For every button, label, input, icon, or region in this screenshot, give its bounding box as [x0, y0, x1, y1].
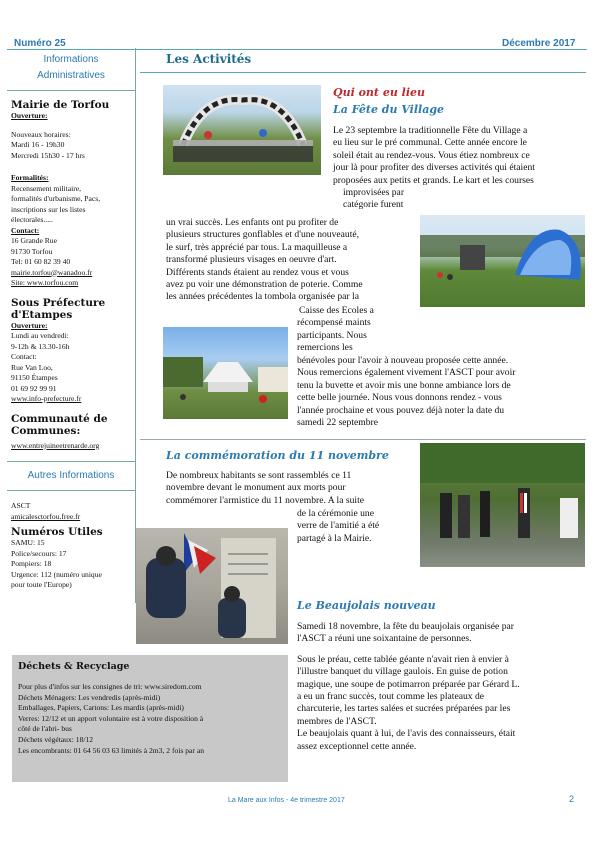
prefecture-line: 9-12h & 13.30-16h [11, 341, 70, 351]
text-line: l'illustre banquet du village gaulois. En guise de potion [297, 666, 508, 678]
text-line: Caisse des Ecoles a [299, 305, 374, 316]
prefecture-ouverture-label: Ouverture: [11, 320, 48, 330]
text-line: De nombreux habitants se sont rassemblés ce 11 [166, 470, 352, 481]
info-title-1: Informations [43, 54, 99, 65]
formalites-label: Formalités: [11, 173, 49, 182]
text-line: magique, une soupe de potimarron préparée par Gérard L. [297, 678, 520, 690]
formalites-line: Recensement militaire, [11, 183, 82, 193]
text-line: novembre devant le monument aux morts pour [166, 482, 346, 494]
photo-inflatable [420, 215, 585, 307]
text-line: tenu la buvette et avoir mis une bonne ambiance lors de [297, 379, 511, 391]
photo-inflatable-art [420, 215, 585, 307]
fete-paragraph-2 [166, 217, 416, 304]
formalites-line: électorales..... [11, 215, 53, 224]
dechets-box [12, 655, 288, 782]
text-line: Sous le préau, cette tablée géante n'avait rien à envier à [297, 653, 509, 665]
asct-label: ASCT [11, 501, 31, 510]
photo-ceremony-art [420, 443, 585, 567]
text-line: Pour plus d'infos sur les consignes de tri: www.siredom.com [18, 682, 202, 691]
photo-tents-art [163, 327, 288, 419]
fete-paragraph-3 [297, 305, 437, 355]
dechets-title: Déchets & Recyclage [18, 661, 130, 672]
text-line: participants. Nous [297, 329, 367, 341]
commemoration-paragraph-2 [297, 508, 417, 545]
text-line: de la cérémonie une [297, 508, 374, 519]
info-title-2: Administratives [37, 70, 105, 81]
text-line: commémorer l'armistice du 11 novembre. A la suite [166, 494, 364, 506]
text-line: a eu un franc succès, tout comme les plateaux de [297, 691, 485, 703]
asct-site-link[interactable]: amicalesctorfou.free.fr [11, 511, 81, 521]
text-line: Nous remercions également vivement l'ASCT pour avoir [297, 367, 516, 379]
text-line: soleil était au rendez-vous. Vous étiez nombreux ce [333, 149, 530, 161]
mairie-line: Mercredi 15h30 - 17 hrs [11, 150, 85, 160]
fete-title: La Fête du Village [333, 103, 445, 116]
mairie-title: Mairie de Torfou [11, 99, 110, 111]
text-line: l'année prochaine et vous pouvez déjà noter la date du [297, 404, 505, 416]
text-line: membres de l'ASCT. [297, 715, 377, 727]
beaujolais-paragraph [297, 621, 587, 753]
contact-label: Contact: [11, 225, 40, 235]
numero-line: Police/secours: 17 [11, 548, 67, 558]
main-title-rule [140, 72, 586, 73]
photo-ceremony [420, 443, 585, 567]
mairie-line: Nouveaux horaires: [11, 129, 71, 139]
issue-date: Décembre 2017 [502, 38, 576, 49]
prefecture-line: 91150 Étampes [11, 373, 58, 382]
text-line: transformé plusieurs visages en oeuvre d'art. [166, 254, 337, 266]
fete-paragraph-4 [297, 355, 587, 429]
divider [7, 461, 135, 462]
text-line: Le beaujolais quant à lui, de l'avis des connaisseurs, était [297, 728, 516, 740]
mairie-line: Mardi 16 - 19h30 [11, 140, 65, 149]
communaute-title: Communauté de [11, 412, 108, 425]
text-line: le surf, très apprécié par tous. La maquilleuse a [166, 241, 348, 253]
prefecture-line: Rue Van Loo, [11, 362, 53, 372]
text-line: plusieurs structures gonflables et d'une nouveauté, [166, 229, 360, 241]
issue-number: Numéro 25 [14, 38, 66, 49]
text-line: remercions les [297, 342, 353, 354]
prefecture-line: Lundi au vendredi: [11, 331, 69, 340]
communaute-title-2: Communes: [11, 424, 81, 437]
mairie-email-link[interactable]: mairie.torfou@wanadoo.fr [11, 267, 93, 277]
text-line: Différents stands étaient au rendez vous et vous [166, 266, 349, 278]
text-line: récompensé maints [297, 317, 371, 329]
sidebar [7, 48, 136, 603]
text-line: Emballages, Papiers, Cartons: Les mardis (après-midi) [18, 703, 184, 713]
fete-paragraph-1 [333, 125, 581, 212]
communaute-site-link[interactable]: www.entrejuineetrenarde.org [11, 440, 100, 450]
numeros-title: Numéros Utiles [11, 526, 103, 538]
page-number: 2 [569, 794, 575, 804]
commemoration-paragraph-1 [166, 470, 416, 507]
photo-kart-track [163, 85, 321, 175]
text-line: improvisées par [343, 187, 405, 199]
beaujolais-title: Le Beaujolais nouveau [297, 599, 436, 612]
photo-tents [163, 327, 288, 419]
divider [7, 490, 135, 491]
numero-line: Urgence: 112 (numéro unique [11, 569, 102, 579]
formalites-line: formalités d'urbanisme, Pacs, [11, 194, 101, 203]
photo-monument [136, 528, 288, 644]
text-line: catégorie furent [343, 199, 404, 211]
autres-title: Autres Informations [27, 470, 115, 481]
text-line: l'ASCT a réuni une soixantaine de personnes. [297, 633, 472, 645]
text-line: un vrai succès. Les enfants ont pu profiter de [166, 217, 339, 228]
numero-line: Pompiers: 18 [11, 559, 52, 568]
prefecture-line: 01 69 92 99 91 [11, 383, 57, 393]
mairie-ouverture-label: Ouverture: [11, 111, 48, 120]
commemoration-title: La commémoration du 11 novembre [166, 449, 389, 462]
prefecture-line: Contact: [11, 352, 37, 361]
qui-title: Qui ont eu lieu [333, 86, 426, 99]
photo-monument-art [136, 528, 288, 644]
text-line: bénévoles pour l'avoir à nouveau proposée cette année. [297, 355, 509, 366]
text-line: Déchets Ménagers: Les vendredis (après-midi) [18, 692, 161, 702]
main-title: Les Activités [166, 52, 252, 66]
text-line: charcuterie, les tartes salées et sucrées préparées par les [297, 703, 511, 715]
prefecture-site-link[interactable]: www.info-prefecture.fr [11, 394, 82, 403]
numero-line: pour toute l'Europe) [11, 580, 72, 589]
contact-line: Tel: 01 60 82 39 40 [11, 257, 71, 266]
text-line: Verres: 12/12 et un apport volontaire est à votre disposition à [18, 713, 204, 723]
footer-title: La Mare aux Infos - 4e trimestre 2017 [228, 797, 345, 804]
text-line: eu lieu sur le pré communal. Cette année encore le [333, 137, 527, 149]
numero-line: SAMU: 15 [11, 538, 45, 547]
section-divider [140, 439, 586, 440]
prefecture-title-2: d'Etampes [11, 308, 73, 321]
contact-line: 91730 Torfou [11, 246, 53, 256]
text-line: Les encombrants: 01 64 56 03 63 limités à 2m3, 2 fois par an [18, 745, 205, 755]
text-line: les années précédentes la tombola organisée par la [166, 291, 359, 303]
mairie-site-link[interactable]: Site: www.torfou.com [11, 278, 79, 287]
text-line: Samedi 18 novembre, la fête du beaujolais organisée par [297, 621, 514, 632]
text-line: proposées aux petits et grands. Le kart et les courses [333, 174, 534, 186]
divider [7, 90, 135, 91]
photo-kart-track-art [163, 85, 321, 175]
text-line: verre de l'amitié a été [297, 520, 380, 532]
contact-line: 16 Grande Rue [11, 236, 57, 245]
text-line: cette belle journée. Nous vous donnons rendez - vous [297, 392, 502, 404]
prefecture-title: Sous Préfecture [11, 296, 106, 309]
text-line: Le 23 septembre la traditionnelle Fête du Village a [333, 125, 528, 136]
text-line: partagé à la Mairie. [297, 532, 372, 544]
dechets-text [18, 682, 288, 756]
text-line: samedi 22 septembre [297, 417, 378, 429]
text-line: assez exceptionnel cette année. [297, 740, 417, 752]
formalites-line: inscriptions sur les listes [11, 204, 86, 214]
text-line: avez pu voir une démonstration de poterie. Comme [166, 279, 363, 291]
text-line: côté de l'abri- bus [18, 724, 72, 734]
text-line: jour là pour profiter des diverses activités qui étaient [333, 162, 535, 174]
text-line: Déchets végétaux: 18/12 [18, 734, 94, 744]
